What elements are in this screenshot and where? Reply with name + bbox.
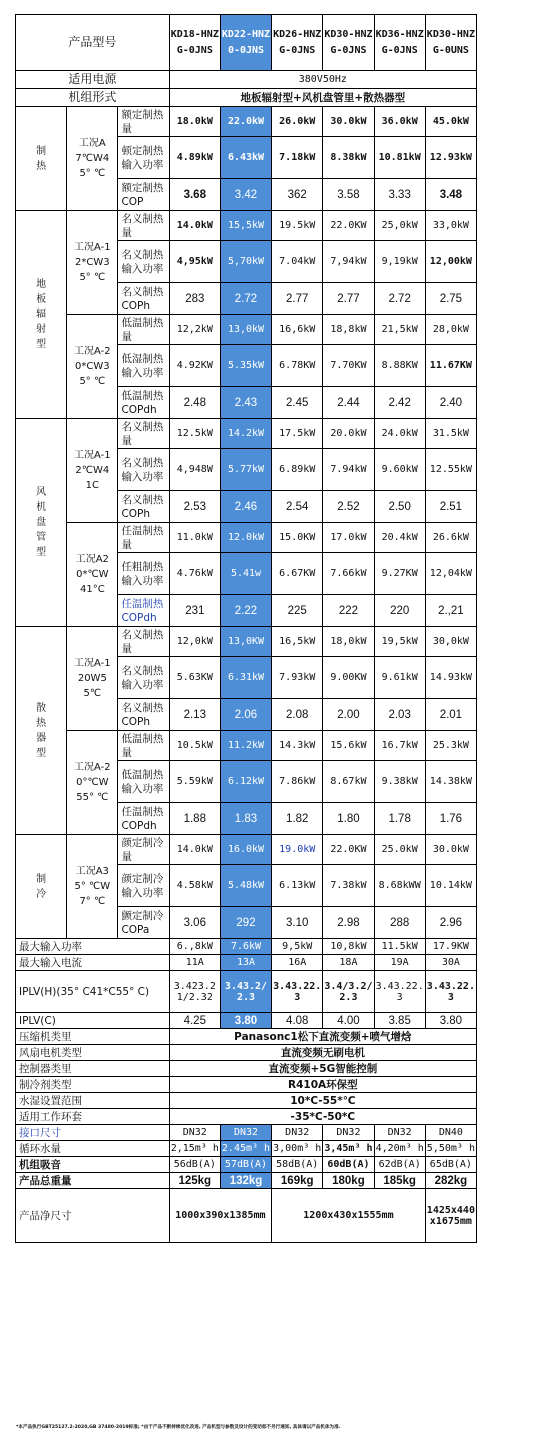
condition-text: 工况A-20°℃W55° ℃ (67, 731, 118, 835)
spec-value: 15,5kW (220, 211, 271, 241)
row-label: 水湿设置范围 (16, 1093, 170, 1109)
spec-value: 17.9KW (425, 939, 476, 955)
metric-label: 名义制热量 (118, 419, 169, 449)
condition-text: 工况A-12*CW35° ℃ (67, 211, 118, 315)
spec-value: DN32 (374, 1125, 425, 1141)
spec-value: 2.77 (323, 283, 374, 315)
spec-value: 169kg (272, 1173, 323, 1189)
spec-value: 17.0kW (323, 523, 374, 553)
row-label: 产品净尺寸 (16, 1189, 170, 1243)
spec-value: 5.48kW (220, 865, 271, 907)
spec-value: 282kg (425, 1173, 476, 1189)
spec-value: 1.78 (374, 803, 425, 835)
spec-row (16, 1109, 477, 1125)
spec-value: 12,04kW (425, 553, 476, 595)
power-supply-label: 适用电源 (16, 71, 170, 89)
spec-value: 6.67KW (272, 553, 323, 595)
spec-value: 7.38kW (323, 865, 374, 907)
spec-row (16, 955, 477, 971)
spec-value: 2.72 (220, 283, 271, 315)
spec-value: 3,45m³ h (323, 1141, 374, 1157)
spec-value: 4.76kW (169, 553, 220, 595)
spec-value: 1.82 (272, 803, 323, 835)
spec-value: 180kg (323, 1173, 374, 1189)
spec-value: 222 (323, 595, 374, 627)
spec-value: 2.72 (374, 283, 425, 315)
spec-value: 2.43 (220, 387, 271, 419)
spec-row (16, 1045, 477, 1061)
row-label: 控制器类里 (16, 1061, 170, 1077)
spec-value: 30A (425, 955, 476, 971)
section-name: 散热器型 (16, 627, 67, 835)
spec-value: 11.67KW (425, 345, 476, 387)
metric-label: 低温制热量 (118, 731, 169, 761)
spec-value: 8.38kW (323, 137, 374, 179)
spec-value: 3.43.22.3 (425, 971, 476, 1013)
spec-value: 20.4kW (374, 523, 425, 553)
spec-value: 5,50m³ h (425, 1141, 476, 1157)
spec-value: 4,95kW (169, 241, 220, 283)
spec-value: 6.,8kW (169, 939, 220, 955)
spec-value: 10.14kW (425, 865, 476, 907)
condition-text: 工况A35° ℃W7° ℃ (67, 835, 118, 939)
spec-table-container (15, 14, 477, 1243)
metric-label: 颤定制冷COPa (118, 907, 169, 939)
spec-value: 3.4/3.2/2.3 (323, 971, 374, 1013)
model-header-label: 产品型号 (16, 15, 170, 71)
unit-form-row (16, 89, 477, 107)
spec-value: 14.3kW (272, 731, 323, 761)
merged-value: 10*C-55*℃ (169, 1093, 476, 1109)
condition-text: 工况A-120W55℃ (67, 627, 118, 731)
spec-value: 2.22 (220, 595, 271, 627)
spec-value: 6.12kW (220, 761, 271, 803)
metric-label: 名义制热输入功率 (118, 241, 169, 283)
spec-value: 14.93kW (425, 657, 476, 699)
spec-value: 7.18kW (272, 137, 323, 179)
metric-label: 顿定制热输入功率 (118, 137, 169, 179)
spec-row (16, 1077, 477, 1093)
metric-label: 任温制热COPdh (118, 803, 169, 835)
spec-row (16, 971, 477, 1013)
row-label: 最大输入功率 (16, 939, 170, 955)
spec-value: 5.59kW (169, 761, 220, 803)
spec-value: 11.2kW (220, 731, 271, 761)
merged-value: R410A环保型 (169, 1077, 476, 1093)
spec-value: 4.58kW (169, 865, 220, 907)
spec-value: 2.03 (374, 699, 425, 731)
spec-row (16, 731, 477, 761)
model-name: KD30-HNZG-0UNS (425, 15, 476, 71)
spec-value: DN32 (323, 1125, 374, 1141)
spec-value: 7.70KW (323, 345, 374, 387)
spec-value: 4.08 (272, 1013, 323, 1029)
spec-value: 4.25 (169, 1013, 220, 1029)
spec-value: 18A (323, 955, 374, 971)
model-name: KD30-HNZG-0JNS (323, 15, 374, 71)
spec-value: 1.76 (425, 803, 476, 835)
merged-value: 直流变频+5G智能控制 (169, 1061, 476, 1077)
spec-value: 283 (169, 283, 220, 315)
metric-label: 名义制热输入功率 (118, 657, 169, 699)
spec-value: 9.38kW (374, 761, 425, 803)
section-name: 制冷 (16, 835, 67, 939)
spec-value: 9.60kW (374, 449, 425, 491)
spec-value: 30.0kW (425, 835, 476, 865)
spec-value: 2.01 (425, 699, 476, 731)
spec-value: DN40 (425, 1125, 476, 1141)
spec-value: 3.43.22.3 (272, 971, 323, 1013)
spec-value: 14.0kW (169, 211, 220, 241)
spec-value: 5,70kW (220, 241, 271, 283)
spec-value: 12.0kW (220, 523, 271, 553)
spec-value: 2.46 (220, 491, 271, 523)
spec-value: 25.3kW (425, 731, 476, 761)
spec-value: 16.7kW (374, 731, 425, 761)
spec-row (16, 939, 477, 955)
spec-value: 3.58 (323, 179, 374, 211)
row-label: IPLV(C) (16, 1013, 170, 1029)
metric-label: 额定制热COP (118, 179, 169, 211)
spec-value: 2.13 (169, 699, 220, 731)
spec-value: 9.27KW (374, 553, 425, 595)
spec-value: 9.00KW (323, 657, 374, 699)
spec-value: DN32 (169, 1125, 220, 1141)
spec-value: 60dB(A) (323, 1157, 374, 1173)
spec-value: 12,00kW (425, 241, 476, 283)
model-name: KD18-HNZG-0JNS (169, 15, 220, 71)
spec-value: 3.85 (374, 1013, 425, 1029)
spec-value: 12.93kW (425, 137, 476, 179)
spec-value: 16,5kW (272, 627, 323, 657)
spec-value: 10,8kW (323, 939, 374, 955)
metric-label: 名义制热量 (118, 627, 169, 657)
spec-value: 14.2kW (220, 419, 271, 449)
spec-value: 21,5kW (374, 315, 425, 345)
spec-value: 2.96 (425, 907, 476, 939)
spec-value: 3.80 (220, 1013, 271, 1029)
spec-value: 20.0kW (323, 419, 374, 449)
spec-value: 8.67kW (323, 761, 374, 803)
spec-value: 11.0kW (169, 523, 220, 553)
spec-value: DN32 (272, 1125, 323, 1141)
spec-value: 19.5kW (272, 211, 323, 241)
spec-value: 220 (374, 595, 425, 627)
row-label: 机组吸音 (16, 1157, 170, 1173)
spec-value: 225 (272, 595, 323, 627)
size-value: 1425x440x1675mm (425, 1189, 476, 1243)
spec-value: 12.5kW (169, 419, 220, 449)
spec-value: 231 (169, 595, 220, 627)
metric-label: 名义制热COPh (118, 283, 169, 315)
metric-label: 名义制热COPh (118, 699, 169, 731)
size-value: 1000x390x1385mm (169, 1189, 271, 1243)
spec-value: 15.0KW (272, 523, 323, 553)
spec-value: 7.04kW (272, 241, 323, 283)
spec-value: 26.6kW (425, 523, 476, 553)
metric-label: 低温制热输入功率 (118, 761, 169, 803)
spec-value: 132kg (220, 1173, 271, 1189)
spec-value: 7.93kW (272, 657, 323, 699)
spec-value: 2.,21 (425, 595, 476, 627)
spec-value: 3.33 (374, 179, 425, 211)
metric-label: 额定制热量 (118, 107, 169, 137)
spec-value: 1.80 (323, 803, 374, 835)
power-supply-value: 380V50Hz (169, 71, 476, 89)
merged-value: -35*C-50*C (169, 1109, 476, 1125)
metric-label: 颜定制冷量 (118, 835, 169, 865)
spec-value: 2.45m³ h (220, 1141, 271, 1157)
spec-value: 6.78KW (272, 345, 323, 387)
spec-row (16, 627, 477, 657)
spec-row (16, 315, 477, 345)
section-name: 地板辐射型 (16, 211, 67, 419)
metric-label: 名义制热量 (118, 211, 169, 241)
spec-value: 26.0kW (272, 107, 323, 137)
spec-value: 6.89kW (272, 449, 323, 491)
spec-value: 4.89kW (169, 137, 220, 179)
size-row (16, 1189, 477, 1243)
spec-value: 7.66kW (323, 553, 374, 595)
spec-value: 18.0kW (169, 107, 220, 137)
spec-value: 16,6kW (272, 315, 323, 345)
spec-value: 2.48 (169, 387, 220, 419)
model-name: KD36-HNZG-0JNS (374, 15, 425, 71)
spec-row (16, 523, 477, 553)
spec-value: 22.0KW (323, 211, 374, 241)
row-label: IPLV(H)(35° C41*C55° C) (16, 971, 170, 1013)
spec-value: 10.81kW (374, 137, 425, 179)
spec-value: 11A (169, 955, 220, 971)
row-label: 循环水量 (16, 1141, 170, 1157)
spec-value: 9.61kW (374, 657, 425, 699)
spec-value: 7.94kW (323, 449, 374, 491)
spec-table-body (16, 15, 477, 1243)
spec-value: 3.10 (272, 907, 323, 939)
spec-value: 3.423.21/2.32 (169, 971, 220, 1013)
spec-value: 2.51 (425, 491, 476, 523)
section-name: 风机盘管型 (16, 419, 67, 627)
spec-value: 292 (220, 907, 271, 939)
spec-value: 31.5kW (425, 419, 476, 449)
spec-row (16, 1173, 477, 1189)
metric-label: 任温制热COPdh (118, 595, 169, 627)
spec-value: 19A (374, 955, 425, 971)
row-label: 适用工作环套 (16, 1109, 170, 1125)
spec-value: 12,0kW (169, 627, 220, 657)
row-label: 压缩机类里 (16, 1029, 170, 1045)
spec-value: 6.31kW (220, 657, 271, 699)
unit-form-value: 地板辐射型+风机盘管里+散热器型 (169, 89, 476, 107)
spec-value: 2.40 (425, 387, 476, 419)
model-name: KD22-HNZ0-0JNS (220, 15, 271, 71)
metric-label: 低湿制热输入功率 (118, 345, 169, 387)
spec-value: 1.88 (169, 803, 220, 835)
spec-value: 9,5kW (272, 939, 323, 955)
spec-value: 56dB(A) (169, 1157, 220, 1173)
spec-value: 2.42 (374, 387, 425, 419)
spec-row (16, 1157, 477, 1173)
spec-row (16, 211, 477, 241)
model-header-row (16, 15, 477, 71)
spec-value: 36.0kW (374, 107, 425, 137)
spec-value: 2.77 (272, 283, 323, 315)
row-label: 产品总重量 (16, 1173, 170, 1189)
spec-row (16, 1013, 477, 1029)
spec-value: 2.50 (374, 491, 425, 523)
spec-value: 7.86kW (272, 761, 323, 803)
spec-value: 8.68kWW (374, 865, 425, 907)
spec-row (16, 835, 477, 865)
spec-value: 14.38kW (425, 761, 476, 803)
spec-value: 3.48 (425, 179, 476, 211)
spec-value: 13A (220, 955, 271, 971)
section-name: 制热 (16, 107, 67, 211)
spec-value: 2.75 (425, 283, 476, 315)
metric-label: 名义制热输入功率 (118, 449, 169, 491)
spec-value: 15.6kW (323, 731, 374, 761)
spec-table (15, 14, 477, 1243)
spec-value: 7.6kW (220, 939, 271, 955)
spec-value: 3.80 (425, 1013, 476, 1029)
spec-row (16, 1029, 477, 1045)
spec-row (16, 1093, 477, 1109)
row-label: 接口尺寸 (16, 1125, 170, 1141)
spec-value: 18,8kW (323, 315, 374, 345)
spec-value: 362 (272, 179, 323, 211)
spec-value: 13,0kW (220, 315, 271, 345)
condition-text: 工况A7℃W45° ℃ (67, 107, 118, 211)
row-label: 最大输入电流 (16, 955, 170, 971)
spec-value: 1.83 (220, 803, 271, 835)
spec-value: 57dB(A) (220, 1157, 271, 1173)
merged-value: 直流变频无刷电机 (169, 1045, 476, 1061)
spec-value: 14.0kW (169, 835, 220, 865)
spec-value: 33,0kW (425, 211, 476, 241)
spec-value: 22.0KW (323, 835, 374, 865)
spec-value: 5.77kW (220, 449, 271, 491)
spec-value: 12,2kW (169, 315, 220, 345)
metric-label: 任温制热量 (118, 523, 169, 553)
spec-value: 2.44 (323, 387, 374, 419)
spec-value: 3.43.2/2.3 (220, 971, 271, 1013)
spec-value: 65dB(A) (425, 1157, 476, 1173)
spec-value: 19,5kW (374, 627, 425, 657)
metric-label: 任粗制热输入功率 (118, 553, 169, 595)
condition-text: 工况A20*℃W41°C (67, 523, 118, 627)
spec-value: 2.06 (220, 699, 271, 731)
spec-value: 22.0kW (220, 107, 271, 137)
merged-value: Panasonc1松下直流变频+喷气增焓 (169, 1029, 476, 1045)
spec-value: 4.92KW (169, 345, 220, 387)
spec-value: 30,0kW (425, 627, 476, 657)
spec-value: 2.98 (323, 907, 374, 939)
spec-value: 17.5kW (272, 419, 323, 449)
row-label: 风扇电机类型 (16, 1045, 170, 1061)
spec-value: 7,94kW (323, 241, 374, 283)
spec-value: 2.45 (272, 387, 323, 419)
spec-value: 3.42 (220, 179, 271, 211)
spec-value: 45.0kW (425, 107, 476, 137)
spec-value: 5.41w (220, 553, 271, 595)
spec-value: 3.68 (169, 179, 220, 211)
footnote: *本产品执行GBT25127.2-2020,GB 37480-2019标准; *由于产品不断持续优化改进, 产品机型与参数及设计的变动恕不另行通知, 具体请以产品机体为准. (16, 1425, 341, 1430)
spec-value: 2.53 (169, 491, 220, 523)
spec-value: 2.08 (272, 699, 323, 731)
metric-label: 低温制热COPdh (118, 387, 169, 419)
spec-value: 30.0kW (323, 107, 374, 137)
size-value: 1200x430x1555mm (272, 1189, 426, 1243)
power-supply-row (16, 71, 477, 89)
condition-text: 工况A-20*CW35° ℃ (67, 315, 118, 419)
spec-value: 4.00 (323, 1013, 374, 1029)
row-label: 制冷剂类型 (16, 1077, 170, 1093)
spec-value: 288 (374, 907, 425, 939)
spec-value: 18,0kW (323, 627, 374, 657)
spec-value: 25.0kW (374, 835, 425, 865)
spec-value: 3,00m³ h (272, 1141, 323, 1157)
unit-form-label: 机组形式 (16, 89, 170, 107)
spec-value: 24.0kW (374, 419, 425, 449)
spec-value: 10.5kW (169, 731, 220, 761)
spec-value: 5.35kW (220, 345, 271, 387)
spec-value: 3.06 (169, 907, 220, 939)
spec-value: 2,15m³ h (169, 1141, 220, 1157)
spec-value: 28,0kW (425, 315, 476, 345)
spec-value: 8.88KW (374, 345, 425, 387)
spec-value: 4,948W (169, 449, 220, 491)
condition-text: 工况A-12℃W41C (67, 419, 118, 523)
spec-value: 6.13kW (272, 865, 323, 907)
spec-value: 2.52 (323, 491, 374, 523)
spec-row (16, 1141, 477, 1157)
spec-value: 25,0kW (374, 211, 425, 241)
spec-value: 9,19kW (374, 241, 425, 283)
metric-label: 名义制热COPh (118, 491, 169, 523)
spec-value: 13,0KW (220, 627, 271, 657)
spec-value: 58dB(A) (272, 1157, 323, 1173)
spec-value: 4,20m³ h (374, 1141, 425, 1157)
spec-value: 16.0kW (220, 835, 271, 865)
spec-value: 185kg (374, 1173, 425, 1189)
spec-row (16, 107, 477, 137)
metric-label: 颜定制冷输入功率 (118, 865, 169, 907)
spec-value: 19.0kW (272, 835, 323, 865)
spec-value: 5.63KW (169, 657, 220, 699)
spec-value: 2.54 (272, 491, 323, 523)
spec-value: 12.55kW (425, 449, 476, 491)
metric-label: 低温制热量 (118, 315, 169, 345)
spec-value: 125kg (169, 1173, 220, 1189)
spec-value: DN32 (220, 1125, 271, 1141)
spec-row (16, 1125, 477, 1141)
spec-value: 62dB(A) (374, 1157, 425, 1173)
spec-value: 3.43.22.3 (374, 971, 425, 1013)
spec-value: 2.00 (323, 699, 374, 731)
spec-row (16, 419, 477, 449)
spec-value: 6.43kW (220, 137, 271, 179)
spec-row (16, 1061, 477, 1077)
spec-value: 11.5kW (374, 939, 425, 955)
model-name: KD26-HNZG-0JNS (272, 15, 323, 71)
spec-value: 16A (272, 955, 323, 971)
